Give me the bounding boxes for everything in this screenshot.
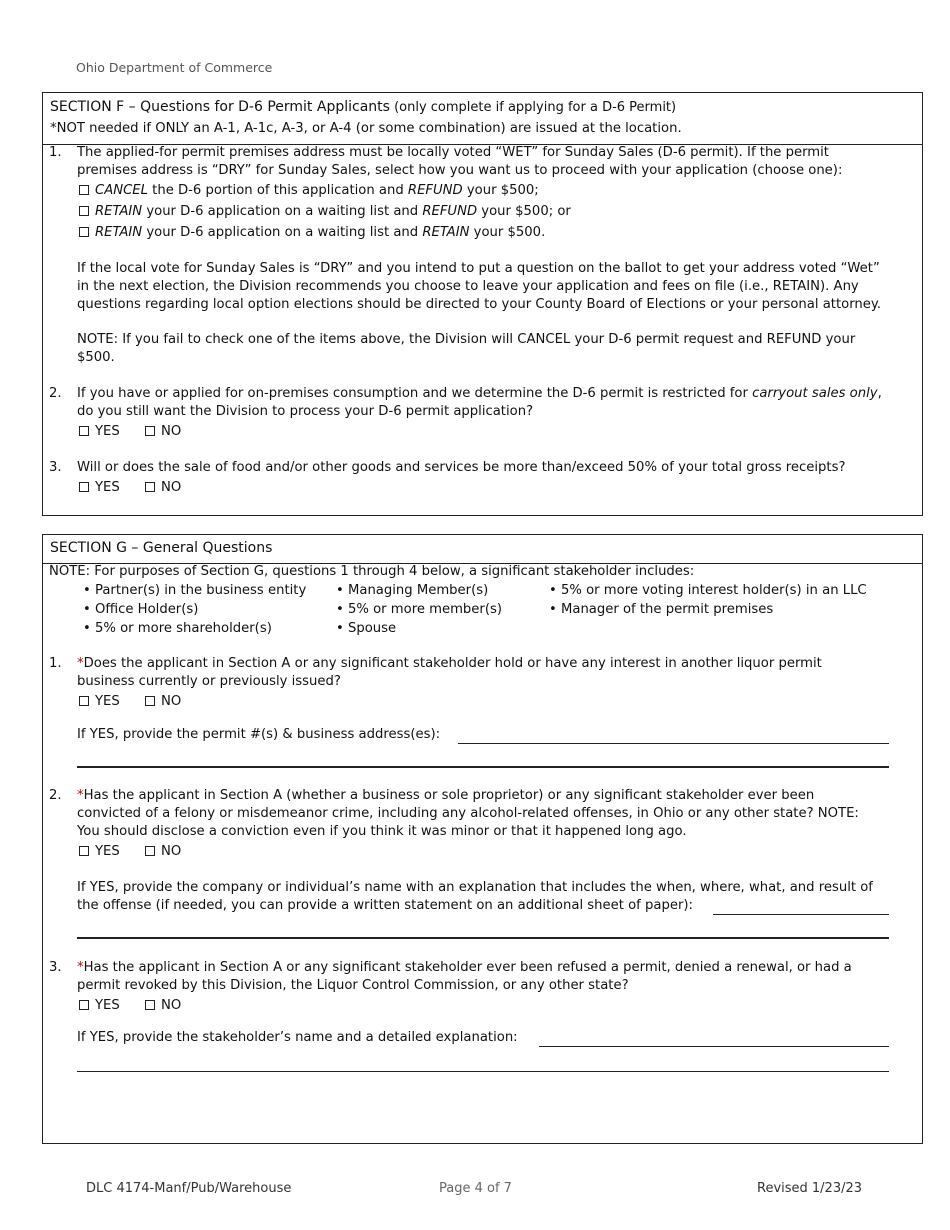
checkbox[interactable] — [145, 1000, 155, 1010]
checkbox[interactable] — [79, 1000, 89, 1010]
stakeholder-label: Manager of the permit premises — [560, 602, 774, 617]
footer-revised-date: Revised 1/23/23 — [757, 1181, 863, 1196]
g-q1-line2: business currently or previously issued? — [77, 674, 341, 689]
opt-text: the D-6 portion of this application and — [147, 183, 408, 198]
stakeholder-label: Partner(s) in the business entity — [94, 583, 307, 598]
f-q1-note-line1: NOTE: If you fail to check one of the items above, the Division will CANCEL your D-6 permit request and REFUND your — [77, 332, 856, 347]
g-q1-number: 1. — [49, 656, 62, 671]
stakeholder-item: • Office Holder(s) — [83, 602, 199, 617]
g-q3-yes[interactable] — [79, 997, 120, 1015]
q-text: , — [877, 386, 882, 401]
checkbox[interactable] — [79, 206, 89, 216]
stakeholder-item: • 5% or more member(s) — [336, 602, 503, 617]
f-q3-line1: Will or does the sale of food and/or other goods and services be more than/exceed 50% of your total gross receipts? — [77, 460, 846, 475]
stakeholder-item: • Managing Member(s) — [336, 583, 489, 598]
opt-text: REFUND — [407, 183, 463, 198]
g-q2-no[interactable] — [145, 843, 181, 861]
section-f-header — [43, 93, 922, 145]
f-q1-line2: premises address is “DRY” for Sunday Sales, select how you want us to proceed with your application (choose one): — [77, 163, 843, 178]
opt-text: RETAIN — [95, 204, 143, 219]
opt-text: your $500; — [462, 183, 539, 198]
f-q1-para-line3: questions regarding local option elections should be directed to your County Board of Elections or your personal attorney. — [77, 297, 881, 312]
f-q2-no[interactable] — [145, 423, 181, 441]
g-q2-answer-line-2[interactable] — [77, 937, 889, 939]
checkbox[interactable] — [79, 482, 89, 492]
f-q2-line1 — [77, 385, 882, 403]
checkbox[interactable] — [79, 426, 89, 436]
stakeholder-label: Spouse — [347, 621, 397, 636]
section-g-box — [42, 534, 923, 1144]
section-g-title: SECTION G – General Questions — [50, 540, 273, 556]
g-q2-ifyes-line2: the offense (if needed, you can provide a written statement on an additional sheet of paper): — [77, 898, 693, 913]
checkbox[interactable] — [79, 185, 89, 195]
checkbox[interactable] — [79, 227, 89, 237]
checkbox[interactable] — [145, 426, 155, 436]
f-q1-para-line1: If the local vote for Sunday Sales is “DRY” and you intend to put a question on the ballot to get your address voted “Wet” — [77, 261, 880, 276]
checkbox[interactable] — [145, 482, 155, 492]
footer-page-number: Page 4 of 7 — [439, 1181, 512, 1196]
q-text: Does the applicant in Section A or any significant stakeholder hold or have any interest in another liquor permit — [83, 656, 822, 671]
q-text: Has the applicant in Section A (whether a business or sole proprietor) or any significant stakeholder ever been — [83, 788, 815, 803]
stakeholder-label: Office Holder(s) — [94, 602, 199, 617]
checkbox[interactable] — [79, 846, 89, 856]
yes-label: YES — [95, 844, 120, 859]
section-f-title-main: SECTION F – Questions for D-6 Permit Applicants — [50, 99, 390, 115]
checkbox[interactable] — [145, 846, 155, 856]
yes-label: YES — [95, 480, 120, 495]
opt-text: RETAIN — [422, 225, 470, 240]
section-g-header — [43, 535, 922, 564]
q-text: Has the applicant in Section A or any significant stakeholder ever been refused a permit, denied a renewal, or had a — [83, 960, 852, 975]
checkbox[interactable] — [79, 696, 89, 706]
f-q2-yes[interactable] — [79, 423, 120, 441]
g-q2-line2: convicted of a felony or misdemeanor crime, including any alcohol-related offenses, in Ohio or any other state? NOTE: — [77, 806, 859, 821]
section-f-title-note: (only complete if applying for a D-6 Permit) — [389, 100, 677, 115]
opt-text: RETAIN — [95, 225, 143, 240]
required-star: * — [77, 656, 84, 671]
opt-text: your $500. — [469, 225, 546, 240]
f-q1-option-cancel-refund[interactable] — [79, 182, 539, 200]
q-text: If you have or applied for on-premises consumption and we determine the D-6 permit is restricted for — [77, 386, 753, 401]
section-f-subtitle: *NOT needed if ONLY an A-1, A-1c, A-3, or A-4 (or some combination) are issued at the location. — [50, 121, 682, 136]
f-q1-option-retain-retain[interactable] — [79, 224, 545, 242]
footer-form-number: DLC 4174-Manf/Pub/Warehouse — [86, 1181, 292, 1196]
yes-label: YES — [95, 694, 120, 709]
g-q2-line1 — [77, 787, 814, 805]
no-label: NO — [161, 694, 182, 709]
checkbox[interactable] — [145, 696, 155, 706]
g-q2-number: 2. — [49, 788, 62, 803]
f-q2-line2: do you still want the Division to process your D-6 permit application? — [77, 404, 534, 419]
f-q1-option-retain-refund[interactable] — [79, 203, 571, 221]
yes-label: YES — [95, 998, 120, 1013]
stakeholder-item: • Spouse — [336, 621, 397, 636]
stakeholder-label: Managing Member(s) — [347, 583, 489, 598]
stakeholder-label: 5% or more member(s) — [347, 602, 503, 617]
g-q1-yes[interactable] — [79, 693, 120, 711]
g-q3-answer-line[interactable] — [539, 1046, 889, 1047]
g-q3-ifyes-label: If YES, provide the stakeholder’s name and a detailed explanation: — [77, 1030, 518, 1045]
no-label: NO — [161, 998, 182, 1013]
g-q3-number: 3. — [49, 960, 62, 975]
g-q1-answer-line-2[interactable] — [77, 766, 889, 768]
yes-label: YES — [95, 424, 120, 439]
g-q3-line1 — [77, 959, 852, 977]
g-q3-no[interactable] — [145, 997, 181, 1015]
no-label: NO — [161, 424, 182, 439]
stakeholder-label: 5% or more voting interest holder(s) in an LLC — [560, 583, 867, 598]
f-q1-para-line2: in the next election, the Division recommends you choose to leave your application and fees on file (i.e., RETAIN). Any — [77, 279, 859, 294]
g-q3-answer-line-2[interactable] — [77, 1071, 889, 1072]
g-q1-ifyes-label: If YES, provide the permit #(s) & business address(es): — [77, 727, 441, 742]
g-q1-line1 — [77, 655, 822, 673]
no-label: NO — [161, 844, 182, 859]
f-q3-number: 3. — [49, 460, 62, 475]
required-star: * — [77, 788, 84, 803]
opt-text: your D-6 application on a waiting list and — [142, 225, 423, 240]
f-q3-yes[interactable] — [79, 479, 120, 497]
section-f-title — [50, 98, 676, 117]
f-q1-line1: The applied-for permit premises address must be locally voted “WET” for Sunday Sales (D-6 permit). If the permit — [77, 145, 829, 160]
g-q1-no[interactable] — [145, 693, 181, 711]
section-f-box — [42, 92, 923, 516]
g-q1-answer-line[interactable] — [458, 743, 889, 744]
stakeholder-item: • Manager of the permit premises — [549, 602, 774, 617]
f-q2-number: 2. — [49, 386, 62, 401]
opt-text: CANCEL — [95, 183, 148, 198]
f-q1-note-line2: $500. — [77, 350, 115, 365]
g-q2-ifyes-line1: If YES, provide the company or individual’s name with an explanation that includes the when, where, what, and result of — [77, 880, 873, 895]
section-g-note: NOTE: For purposes of Section G, questions 1 through 4 below, a significant stakeholder includes: — [49, 564, 695, 579]
f-q3-no[interactable] — [145, 479, 181, 497]
stakeholder-item: • 5% or more voting interest holder(s) in an LLC — [549, 583, 867, 598]
g-q2-yes[interactable] — [79, 843, 120, 861]
q-text-italic: carryout sales only — [752, 386, 878, 401]
required-star: * — [77, 960, 84, 975]
g-q2-answer-line[interactable] — [713, 914, 889, 915]
f-q1-number: 1. — [49, 145, 62, 160]
opt-text: your $500; or — [477, 204, 571, 219]
stakeholder-item: • 5% or more shareholder(s) — [83, 621, 272, 636]
g-q2-line3: You should disclose a conviction even if you think it was minor or that it happened long ago. — [77, 824, 687, 839]
stakeholder-item: • Partner(s) in the business entity — [83, 583, 307, 598]
no-label: NO — [161, 480, 182, 495]
opt-text: your D-6 application on a waiting list and — [142, 204, 423, 219]
g-q3-line2: permit revoked by this Division, the Liquor Control Commission, or any other state? — [77, 978, 629, 993]
stakeholder-label: 5% or more shareholder(s) — [94, 621, 272, 636]
agency-header: Ohio Department of Commerce — [76, 60, 273, 75]
opt-text: REFUND — [422, 204, 478, 219]
